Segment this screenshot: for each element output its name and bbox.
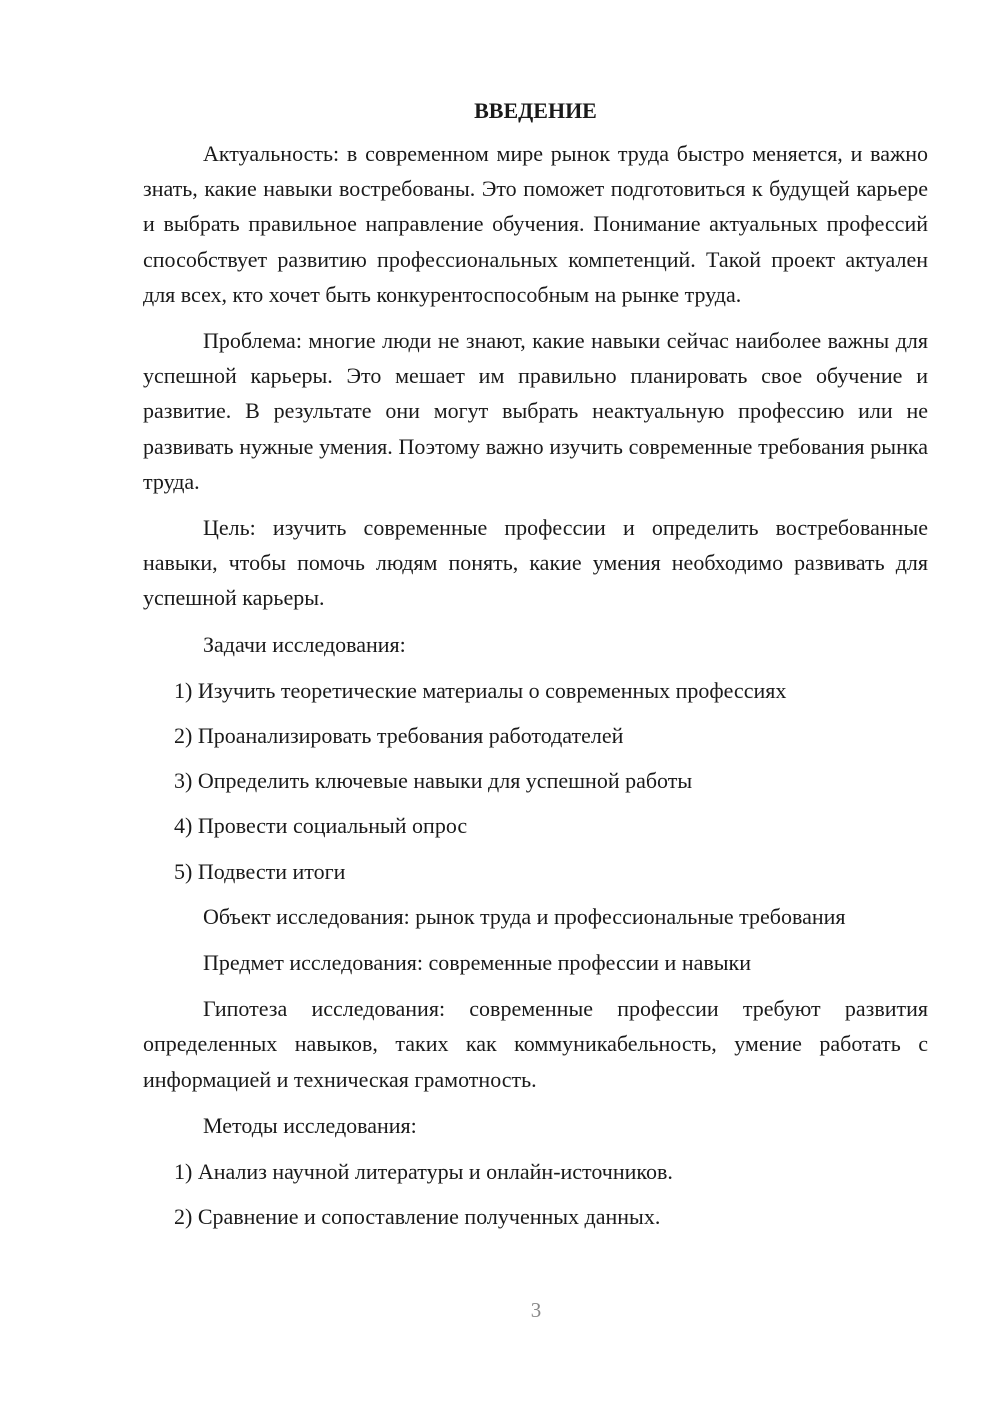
object-paragraph: Объект исследования: рынок труда и профессиональные требования bbox=[203, 903, 846, 929]
problem-paragraph: Проблема: многие люди не знают, какие навыки сейчас наиболее важны для успешной карьеры. Это мешает им правильно планировать свое обучение и развитие. В результате они могут выбрать неактуальную профессию или не развивать нужные умения. Поэтому важно изучить современные требования рынка труда. bbox=[143, 328, 928, 494]
methods-list bbox=[143, 1154, 928, 1234]
method-item: 2) Сравнение и сопоставление полученных данных. bbox=[174, 1204, 661, 1230]
document-body bbox=[143, 96, 928, 1244]
task-item: 2) Проанализировать требования работодателей bbox=[174, 723, 624, 749]
page-number: 3 bbox=[530, 1298, 542, 1322]
tasks-heading: Задачи исследования: bbox=[203, 631, 406, 657]
hypothesis-paragraph: Гипотеза исследования: современные профессии требуют развития определенных навыков, таких как коммуникабельность, умение работать с информацией и техническая грамотность. bbox=[143, 996, 928, 1092]
methods-heading: Методы исследования: bbox=[203, 1112, 417, 1138]
relevance-paragraph: Актуальность: в современном мире рынок труда быстро меняется, и важно знать, какие навыки востребованы. Это поможет подготовиться к будущей карьере и выбрать правильное направление обучения. Понимание актуальных профессий способствует развитию профессиональных компетенций. Такой проект актуален для всех, кто хочет быть конкурентоспособным на рынке труда. bbox=[143, 141, 928, 307]
task-item: 4) Провести социальный опрос bbox=[174, 813, 468, 839]
task-item: 3) Определить ключевые навыки для успешной работы bbox=[174, 768, 693, 794]
goal-paragraph: Цель: изучить современные профессии и определить востребованные навыки, чтобы помочь людям понять, какие умения необходимо развивать для успешной карьеры. bbox=[143, 515, 928, 611]
section-title: ВВЕДЕНИЕ bbox=[474, 98, 597, 123]
tasks-list bbox=[143, 673, 928, 889]
task-item: 1) Изучить теоретические материалы о современных профессиях bbox=[174, 677, 787, 703]
task-item: 5) Подвести итоги bbox=[174, 858, 346, 884]
subject-paragraph: Предмет исследования: современные профессии и навыки bbox=[203, 950, 752, 976]
method-item: 1) Анализ научной литературы и онлайн-источников. bbox=[174, 1159, 673, 1185]
